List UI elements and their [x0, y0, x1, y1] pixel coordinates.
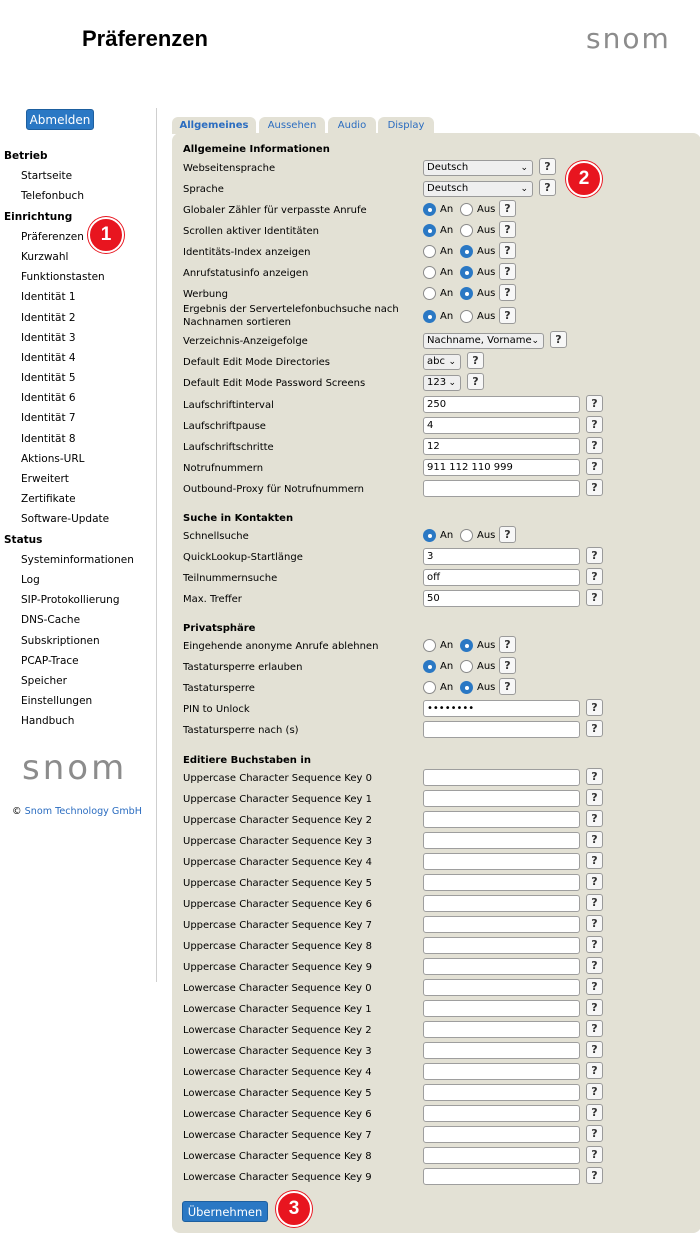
select-default-edit-mode-directories[interactable]	[423, 354, 461, 370]
help-lowercase-character-sequence-key-7[interactable]: ?	[586, 1125, 603, 1142]
help-anrufstatusinfo-anzeigen[interactable]: ?	[499, 263, 516, 280]
sidebar-item-subskriptionen[interactable]: Subskriptionen	[21, 634, 100, 647]
label-sprache: Sprache	[183, 184, 224, 195]
help-lowercase-character-sequence-key-4[interactable]: ?	[586, 1062, 603, 1079]
sidebar-item-speicher[interactable]: Speicher	[21, 674, 67, 687]
input-lowercase-character-sequence-key-9[interactable]	[423, 1168, 580, 1185]
radio-aus-tastatursperre[interactable]	[460, 681, 473, 694]
label-uppercase-character-sequence-key-0: Uppercase Character Sequence Key 0	[183, 773, 372, 784]
section-title-editiere-buchstaben-in: Editiere Buchstaben in	[183, 755, 311, 766]
copyright-link[interactable]: Snom Technology GmbH	[24, 806, 142, 817]
select-value: 123	[427, 377, 447, 388]
help-werbung[interactable]: ?	[499, 284, 516, 301]
help-uppercase-character-sequence-key-9[interactable]: ?	[586, 957, 603, 974]
input-teilnummernsuche[interactable]	[423, 569, 580, 586]
label-werbung: Werbung	[183, 289, 228, 300]
sidebar-item-log[interactable]: Log	[21, 573, 40, 586]
label-uppercase-character-sequence-key-4: Uppercase Character Sequence Key 4	[183, 857, 372, 868]
tab-audio[interactable]: Audio	[328, 117, 376, 134]
sidebar-item-praeferenzen[interactable]: Präferenzen	[21, 230, 84, 243]
chevron-down-icon: ⌄	[520, 163, 528, 173]
input-uppercase-character-sequence-key-6[interactable]	[423, 895, 580, 912]
label-lowercase-character-sequence-key-4: Lowercase Character Sequence Key 4	[183, 1067, 372, 1078]
label-lowercase-character-sequence-key-6: Lowercase Character Sequence Key 6	[183, 1109, 372, 1120]
help-quicklookup-startlaenge[interactable]: ?	[586, 547, 603, 564]
help-lowercase-character-sequence-key-6[interactable]: ?	[586, 1104, 603, 1121]
help-lowercase-character-sequence-key-8[interactable]: ?	[586, 1146, 603, 1163]
radio-label-aus: Aus	[477, 682, 496, 693]
help-lowercase-character-sequence-key-0[interactable]: ?	[586, 978, 603, 995]
radio-aus-eingehende-anonyme-anrufe-ablehnen[interactable]	[460, 639, 473, 652]
label-tastatursperre-erlauben: Tastatursperre erlauben	[183, 662, 303, 673]
help-lowercase-character-sequence-key-9[interactable]: ?	[586, 1167, 603, 1184]
select-value: Deutsch	[427, 183, 469, 194]
input-uppercase-character-sequence-key-4[interactable]	[423, 853, 580, 870]
copyright	[12, 806, 142, 817]
radio-an-tastatursperre-erlauben[interactable]	[423, 660, 436, 673]
input-laufschriftinterval[interactable]	[423, 396, 580, 413]
tab-display[interactable]: Display	[378, 117, 434, 134]
logout-button[interactable]: Abmelden	[26, 109, 94, 130]
help-uppercase-character-sequence-key-8[interactable]: ?	[586, 936, 603, 953]
label-default-edit-mode-password-screens: Default Edit Mode Password Screens	[183, 378, 366, 389]
label-laufschriftpause: Laufschriftpause	[183, 421, 266, 432]
radio-label-an: An	[440, 661, 454, 672]
input-uppercase-character-sequence-key-7[interactable]	[423, 916, 580, 933]
input-pin-to-unlock[interactable]	[423, 700, 580, 717]
label-eingehende-anonyme-anrufe-ablehnen: Eingehende anonyme Anrufe ablehnen	[183, 641, 379, 652]
help-notrufnummern[interactable]: ?	[586, 458, 603, 475]
help-lowercase-character-sequence-key-2[interactable]: ?	[586, 1020, 603, 1037]
radio-label-aus: Aus	[477, 246, 496, 257]
sidebar-item-identitaet-8[interactable]: Identität 8	[21, 432, 76, 445]
radio-an-schnellsuche[interactable]	[423, 529, 436, 542]
label-schnellsuche: Schnellsuche	[183, 531, 249, 542]
help-default-edit-mode-password-screens[interactable]: ?	[467, 373, 484, 390]
copyright-symbol: ©	[12, 806, 22, 817]
input-lowercase-character-sequence-key-0[interactable]	[423, 979, 580, 996]
sidebar-item-identitaet-5[interactable]: Identität 5	[21, 372, 76, 385]
chevron-down-icon: ⌄	[448, 378, 456, 388]
radio-an-werbung[interactable]	[423, 287, 436, 300]
input-uppercase-character-sequence-key-0[interactable]	[423, 769, 580, 786]
section-title-allgemeine-informationen: Allgemeine Informationen	[183, 144, 330, 155]
input-outbound-proxy-fuer-notrufnummern[interactable]	[423, 480, 580, 497]
input-lowercase-character-sequence-key-5[interactable]	[423, 1084, 580, 1101]
label-identitaets-index-anzeigen: Identitäts-Index anzeigen	[183, 247, 311, 258]
help-pin-to-unlock[interactable]: ?	[586, 699, 603, 716]
label-max-treffer: Max. Treffer	[183, 594, 242, 605]
help-max-treffer[interactable]: ?	[586, 589, 603, 606]
input-uppercase-character-sequence-key-2[interactable]	[423, 811, 580, 828]
sidebar-nav	[0, 146, 155, 731]
input-lowercase-character-sequence-key-3[interactable]	[423, 1042, 580, 1059]
radio-aus-scrollen-aktiver-identitaeten[interactable]	[460, 224, 473, 237]
radio-aus-anrufstatusinfo-anzeigen[interactable]	[460, 266, 473, 279]
help-tastatursperre-nach-s[interactable]: ?	[586, 720, 603, 737]
sidebar-item-sip-protokollierung[interactable]: SIP-Protokollierung	[21, 594, 120, 607]
label-uppercase-character-sequence-key-8: Uppercase Character Sequence Key 8	[183, 941, 372, 952]
label-tastatursperre: Tastatursperre	[183, 683, 255, 694]
section-title-privatsphaere: Privatsphäre	[183, 623, 256, 634]
help-uppercase-character-sequence-key-1[interactable]: ?	[586, 789, 603, 806]
select-value: abc	[427, 356, 445, 367]
radio-label-an: An	[440, 530, 454, 541]
help-laufschriftschritte[interactable]: ?	[586, 437, 603, 454]
input-quicklookup-startlaenge[interactable]	[423, 548, 580, 565]
sidebar-item-pcap-trace[interactable]: PCAP-Trace	[21, 654, 79, 667]
sidebar-item-startseite[interactable]: Startseite	[21, 170, 73, 183]
help-uppercase-character-sequence-key-2[interactable]: ?	[586, 810, 603, 827]
sidebar-item-identitaet-2[interactable]: Identität 2	[21, 311, 76, 324]
help-lowercase-character-sequence-key-5[interactable]: ?	[586, 1083, 603, 1100]
input-uppercase-character-sequence-key-9[interactable]	[423, 958, 580, 975]
radio-label-an: An	[440, 288, 454, 299]
label-uppercase-character-sequence-key-6: Uppercase Character Sequence Key 6	[183, 899, 372, 910]
nav-group-status: Status	[4, 533, 43, 546]
radio-aus-identitaets-index-anzeigen[interactable]	[460, 245, 473, 258]
sidebar-divider	[156, 108, 157, 982]
sidebar-item-systeminformationen[interactable]: Systeminformationen	[21, 553, 134, 566]
radio-label-aus: Aus	[477, 204, 496, 215]
chevron-down-icon: ⌄	[520, 184, 528, 194]
input-notrufnummern[interactable]	[423, 459, 580, 476]
input-laufschriftpause[interactable]	[423, 417, 580, 434]
section-title-suche-in-kontakten: Suche in Kontakten	[183, 513, 294, 524]
tab-allgemeines[interactable]: Allgemeines	[172, 117, 256, 134]
label-verzeichnis-anzeigefolge: Verzeichnis-Anzeigefolge	[183, 336, 308, 347]
radio-label-aus: Aus	[477, 267, 496, 278]
input-laufschriftschritte[interactable]	[423, 438, 580, 455]
select-default-edit-mode-password-screens[interactable]	[423, 375, 461, 391]
label-uppercase-character-sequence-key-5: Uppercase Character Sequence Key 5	[183, 878, 372, 889]
input-tastatursperre-nach-s[interactable]	[423, 721, 580, 738]
input-uppercase-character-sequence-key-5[interactable]	[423, 874, 580, 891]
radio-label-an: An	[440, 246, 454, 257]
label-uppercase-character-sequence-key-7: Uppercase Character Sequence Key 7	[183, 920, 372, 931]
chevron-down-icon: ⌄	[448, 357, 456, 367]
radio-label-an: An	[440, 225, 454, 236]
input-lowercase-character-sequence-key-1[interactable]	[423, 1000, 580, 1017]
help-outbound-proxy-fuer-notrufnummern[interactable]: ?	[586, 479, 603, 496]
label-pin-to-unlock: PIN to Unlock	[183, 704, 250, 715]
help-uppercase-character-sequence-key-6[interactable]: ?	[586, 894, 603, 911]
help-eingehende-anonyme-anrufe-ablehnen[interactable]: ?	[499, 636, 516, 653]
sidebar-item-kurzwahl[interactable]: Kurzwahl	[21, 250, 69, 263]
help-globaler-zaehler-fuer-verpasste-anrufe[interactable]: ?	[499, 200, 516, 217]
sidebar-item-software-update[interactable]: Software-Update	[21, 513, 110, 526]
label-lowercase-character-sequence-key-8: Lowercase Character Sequence Key 8	[183, 1151, 372, 1162]
radio-label-aus: Aus	[477, 530, 496, 541]
help-identitaets-index-anzeigen[interactable]: ?	[499, 242, 516, 259]
sidebar-item-identitaet-1[interactable]: Identität 1	[21, 291, 76, 304]
sidebar-item-funktionstasten[interactable]: Funktionstasten	[21, 271, 105, 284]
sidebar-item-zertifikate[interactable]: Zertifikate	[21, 493, 76, 506]
label-uppercase-character-sequence-key-2: Uppercase Character Sequence Key 2	[183, 815, 372, 826]
select-webseitensprache[interactable]	[423, 160, 533, 176]
label-lowercase-character-sequence-key-2: Lowercase Character Sequence Key 2	[183, 1025, 372, 1036]
radio-label-aus: Aus	[477, 288, 496, 299]
help-verzeichnis-anzeigefolge[interactable]: ?	[550, 331, 567, 348]
label-anrufstatusinfo-anzeigen: Anrufstatusinfo anzeigen	[183, 268, 309, 279]
help-tastatursperre-erlauben[interactable]: ?	[499, 657, 516, 674]
radio-an-scrollen-aktiver-identitaeten[interactable]	[423, 224, 436, 237]
help-webseitensprache[interactable]: ?	[539, 158, 556, 175]
sidebar-snom-logo: snom	[22, 748, 128, 788]
label-laufschriftinterval: Laufschriftinterval	[183, 400, 274, 411]
input-uppercase-character-sequence-key-8[interactable]	[423, 937, 580, 954]
help-schnellsuche[interactable]: ?	[499, 526, 516, 543]
label-tastatursperre-nach-s: Tastatursperre nach (s)	[183, 725, 299, 736]
label-globaler-zaehler-fuer-verpasste-anrufe: Globaler Zähler für verpasste Anrufe	[183, 205, 367, 216]
label-outbound-proxy-fuer-notrufnummern: Outbound-Proxy für Notrufnummern	[183, 484, 365, 495]
radio-aus-tastatursperre-erlauben[interactable]	[460, 660, 473, 673]
radio-aus-ergebnis-der-servertelefonbuchsuche-nach-nachnamen-sortieren[interactable]	[460, 310, 473, 323]
radio-label-an: An	[440, 267, 454, 278]
label-default-edit-mode-directories: Default Edit Mode Directories	[183, 357, 330, 368]
label-uppercase-character-sequence-key-1: Uppercase Character Sequence Key 1	[183, 794, 372, 805]
label-lowercase-character-sequence-key-9: Lowercase Character Sequence Key 9	[183, 1172, 372, 1183]
callout-badge-3: 3	[276, 1191, 312, 1227]
input-max-treffer[interactable]	[423, 590, 580, 607]
radio-aus-globaler-zaehler-fuer-verpasste-anrufe[interactable]	[460, 203, 473, 216]
label-lowercase-character-sequence-key-7: Lowercase Character Sequence Key 7	[183, 1130, 372, 1141]
help-ergebnis-der-servertelefonbuchsuche-nach-nachnamen-sortieren[interactable]: ?	[499, 307, 516, 324]
chevron-down-icon: ⌄	[531, 336, 539, 346]
label-scrollen-aktiver-identitaeten: Scrollen aktiver Identitäten	[183, 226, 320, 237]
sidebar-item-handbuch[interactable]: Handbuch	[21, 715, 75, 728]
radio-aus-werbung[interactable]	[460, 287, 473, 300]
input-uppercase-character-sequence-key-3[interactable]	[423, 832, 580, 849]
help-scrollen-aktiver-identitaeten[interactable]: ?	[499, 221, 516, 238]
sidebar-item-erweitert[interactable]: Erweitert	[21, 473, 69, 485]
sidebar-item-dns-cache[interactable]: DNS-Cache	[21, 614, 81, 627]
radio-an-globaler-zaehler-fuer-verpasste-anrufe[interactable]	[423, 203, 436, 216]
radio-an-ergebnis-der-servertelefonbuchsuche-nach-nachnamen-sortieren[interactable]	[423, 310, 436, 323]
sidebar-item-identitaet-3[interactable]: Identität 3	[21, 331, 76, 344]
sidebar-item-identitaet-4[interactable]: Identität 4	[21, 351, 76, 364]
label-quicklookup-startlaenge: QuickLookup-Startlänge	[183, 552, 303, 563]
help-teilnummernsuche[interactable]: ?	[586, 568, 603, 585]
tab-aussehen[interactable]: Aussehen	[259, 117, 325, 134]
page-title: Präferenzen	[82, 26, 208, 51]
help-sprache[interactable]: ?	[539, 179, 556, 196]
label-ergebnis-der-servertelefonbuchsuche-nach-nachnamen-sortieren: Ergebnis der Servertelefonbuchsuche nach Nachnamen sortieren	[183, 304, 399, 328]
snom-logo: snom	[586, 22, 671, 55]
radio-an-anrufstatusinfo-anzeigen[interactable]	[423, 266, 436, 279]
radio-label-aus: Aus	[477, 311, 496, 322]
help-uppercase-character-sequence-key-0[interactable]: ?	[586, 768, 603, 785]
input-uppercase-character-sequence-key-1[interactable]	[423, 790, 580, 807]
label-lowercase-character-sequence-key-5: Lowercase Character Sequence Key 5	[183, 1088, 372, 1099]
input-lowercase-character-sequence-key-8[interactable]	[423, 1147, 580, 1164]
callout-badge-1: 1	[88, 217, 124, 253]
radio-an-tastatursperre[interactable]	[423, 681, 436, 694]
label-lowercase-character-sequence-key-0: Lowercase Character Sequence Key 0	[183, 983, 372, 994]
radio-label-aus: Aus	[477, 661, 496, 672]
sidebar-item-einstellungen[interactable]: Einstellungen	[21, 695, 93, 708]
sidebar-item-identitaet-7[interactable]: Identität 7	[21, 412, 76, 425]
nav-group-betrieb: Betrieb	[4, 150, 48, 162]
nav-group-einrichtung: Einrichtung	[4, 210, 73, 223]
sidebar-item-identitaet-6[interactable]: Identität 6	[21, 392, 76, 405]
label-lowercase-character-sequence-key-3: Lowercase Character Sequence Key 3	[183, 1046, 372, 1057]
input-lowercase-character-sequence-key-7[interactable]	[423, 1126, 580, 1143]
radio-label-aus: Aus	[477, 225, 496, 236]
label-uppercase-character-sequence-key-9: Uppercase Character Sequence Key 9	[183, 962, 372, 973]
radio-label-an: An	[440, 640, 454, 651]
help-laufschriftpause[interactable]: ?	[586, 416, 603, 433]
help-uppercase-character-sequence-key-7[interactable]: ?	[586, 915, 603, 932]
label-teilnummernsuche: Teilnummernsuche	[183, 573, 278, 584]
help-uppercase-character-sequence-key-3[interactable]: ?	[586, 831, 603, 848]
radio-an-eingehende-anonyme-anrufe-ablehnen[interactable]	[423, 639, 436, 652]
label-notrufnummern: Notrufnummern	[183, 463, 264, 474]
radio-aus-schnellsuche[interactable]	[460, 529, 473, 542]
radio-label-an: An	[440, 204, 454, 215]
label-webseitensprache: Webseitensprache	[183, 163, 276, 174]
help-lowercase-character-sequence-key-1[interactable]: ?	[586, 999, 603, 1016]
select-verzeichnis-anzeigefolge[interactable]	[423, 333, 544, 349]
help-laufschriftinterval[interactable]: ?	[586, 395, 603, 412]
help-tastatursperre[interactable]: ?	[499, 678, 516, 695]
radio-label-an: An	[440, 311, 454, 322]
help-default-edit-mode-directories[interactable]: ?	[467, 352, 484, 369]
label-uppercase-character-sequence-key-3: Uppercase Character Sequence Key 3	[183, 836, 372, 847]
label-lowercase-character-sequence-key-1: Lowercase Character Sequence Key 1	[183, 1004, 372, 1015]
radio-label-aus: Aus	[477, 640, 496, 651]
input-lowercase-character-sequence-key-2[interactable]	[423, 1021, 580, 1038]
help-uppercase-character-sequence-key-4[interactable]: ?	[586, 852, 603, 869]
select-value: Nachname, Vorname	[427, 335, 532, 346]
input-lowercase-character-sequence-key-4[interactable]	[423, 1063, 580, 1080]
label-laufschriftschritte: Laufschriftschritte	[183, 442, 274, 453]
sidebar-item-aktions-url[interactable]: Aktions-URL	[21, 452, 85, 465]
sidebar-item-telefonbuch[interactable]: Telefonbuch	[21, 190, 84, 203]
callout-badge-2: 2	[566, 161, 602, 197]
radio-an-identitaets-index-anzeigen[interactable]	[423, 245, 436, 258]
select-value: Deutsch	[427, 162, 469, 173]
input-lowercase-character-sequence-key-6[interactable]	[423, 1105, 580, 1122]
apply-button[interactable]: Übernehmen	[182, 1201, 268, 1222]
radio-label-an: An	[440, 682, 454, 693]
select-sprache[interactable]	[423, 181, 533, 197]
help-uppercase-character-sequence-key-5[interactable]: ?	[586, 873, 603, 890]
help-lowercase-character-sequence-key-3[interactable]: ?	[586, 1041, 603, 1058]
